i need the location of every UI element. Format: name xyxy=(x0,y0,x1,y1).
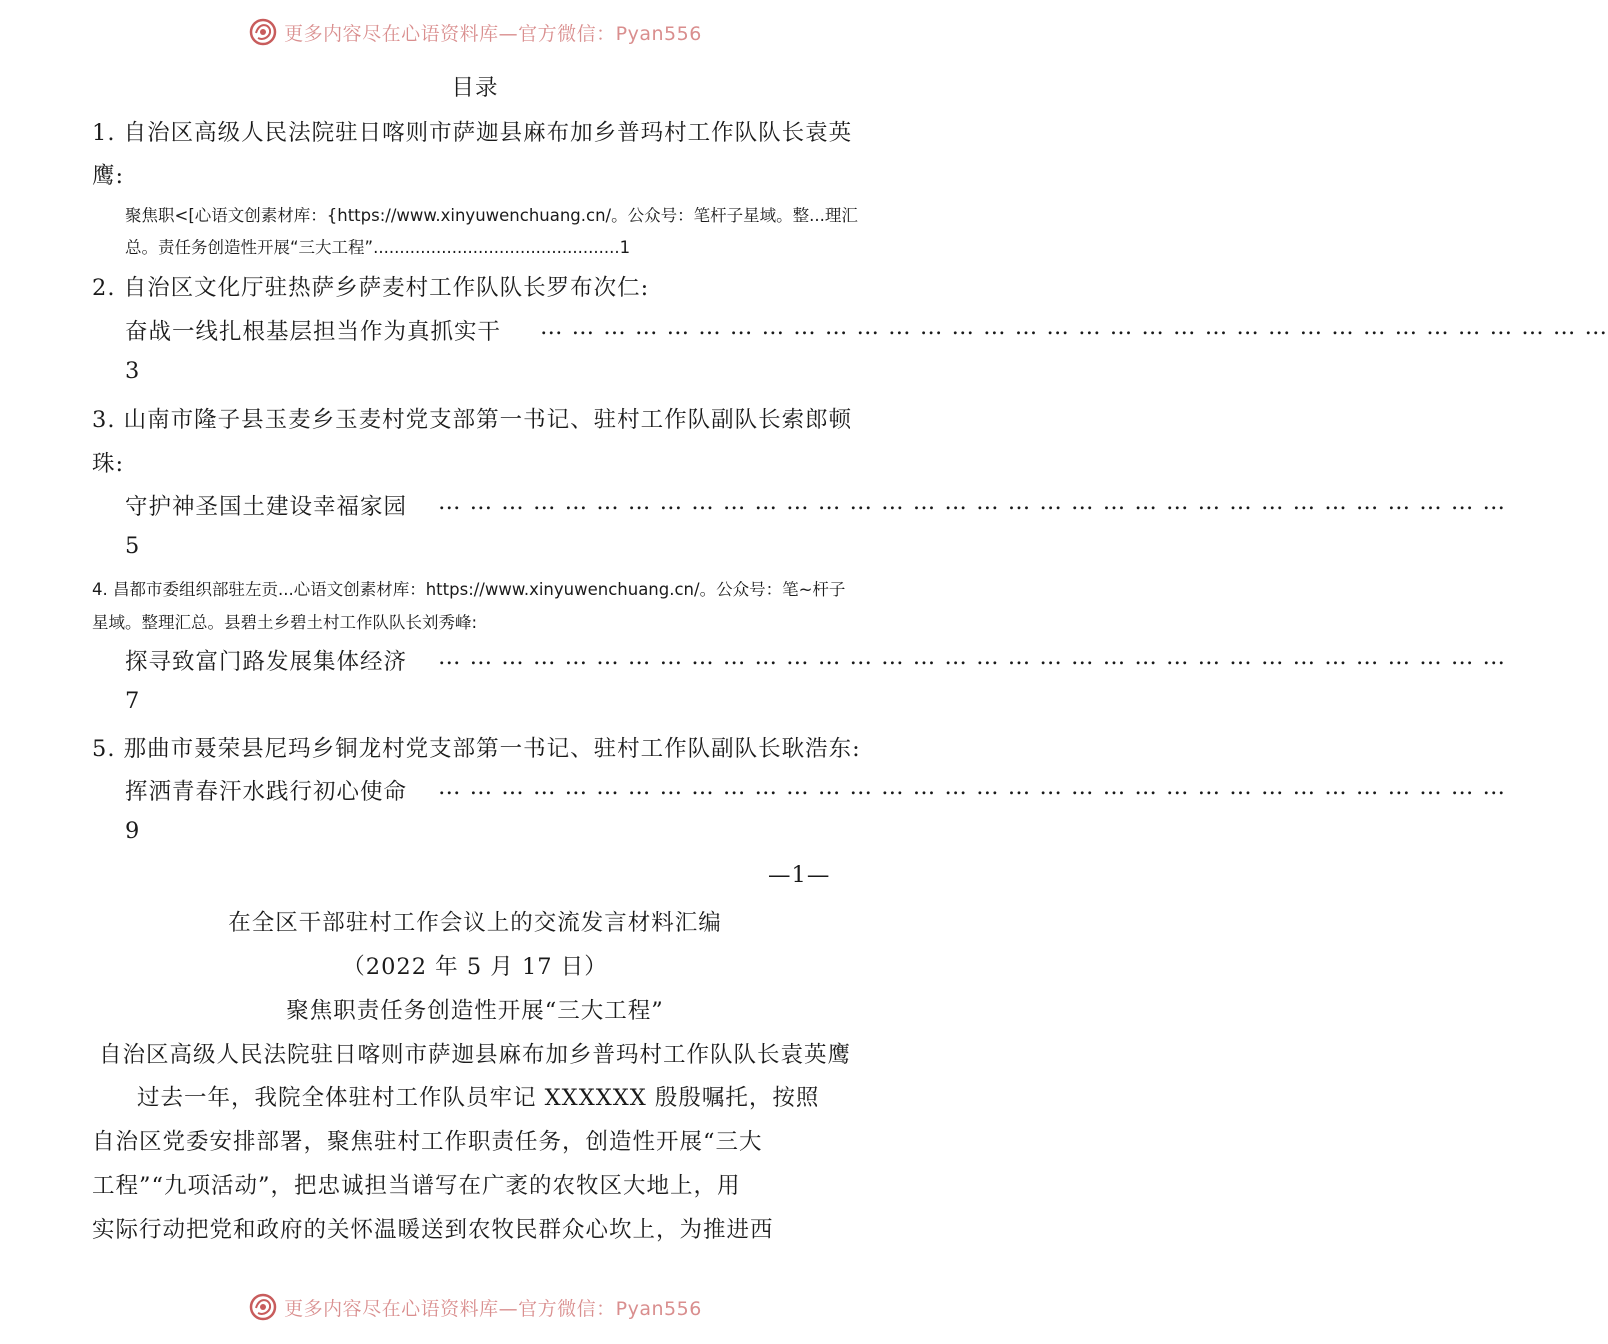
toc-item-3-entry: 守护神圣国土建设幸福家园 xyxy=(125,494,408,520)
toc-item-4-heading-line2: 星域。整理汇总。县碧土乡碧土村工作队队长刘秀峰: xyxy=(92,613,478,632)
toc-page-number: —1— xyxy=(768,862,831,888)
toc-item-4-leader: … … … … … … … … … … … … … … … … … … … … … … … … … … … … … … … … … … xyxy=(438,644,1507,670)
watermark-logo-icon xyxy=(248,17,278,47)
watermark-bottom xyxy=(0,1292,950,1322)
toc-item-3-heading: 3. 山南市隆子县玉麦乡玉麦村党支部第一书记、驻村工作队副队长索郎顿 xyxy=(92,407,853,433)
toc-item-3-leader: … … … … … … … … … … … … … … … … … … … … … … … … … … … … … … … … … … xyxy=(438,489,1507,515)
toc-item-1-heading: 1. 自治区高级人民法院驻日喀则市萨迦县麻布加乡普玛村工作队队长袁英 xyxy=(92,120,853,146)
toc-item-4-entry: 探寻致富门路发展集体经济 xyxy=(125,649,408,675)
toc-title: 目录 xyxy=(451,75,499,101)
toc-item-3-heading-cont: 珠: xyxy=(92,451,125,477)
toc-item-4-page: 7 xyxy=(125,688,141,714)
toc-item-1-entry-line2: 总。责任务创造性开展“三大工程”...............................................1 xyxy=(125,238,631,257)
body-paragraph-line: 工程”“九项活动”，把忠诚担当谱写在广袤的农牧区大地上，用 xyxy=(92,1173,741,1199)
toc-item-1-entry-line1: 聚焦职<[心语文创素材库：{https://www.xinyuwenchuang.cn/。公众号：笔杆子星域。整...理汇 xyxy=(125,206,858,225)
toc-item-2-entry: 奋战一线扎根基层担当作为真抓实干 xyxy=(125,319,502,345)
toc-item-1-heading-cont: 鹰: xyxy=(92,163,125,189)
body-paragraph-line: 实际行动把党和政府的关怀温暖送到农牧民群众心坎上，为推进西 xyxy=(92,1217,774,1243)
toc-item-3-page: 5 xyxy=(125,533,141,559)
body-paragraph-line: 过去一年，我院全体驻村工作队员牢记 XXXXXX 殷殷嘱托，按照 xyxy=(137,1085,820,1111)
watermark-logo-icon xyxy=(248,1292,278,1322)
document-title: 在全区干部驻村工作会议上的交流发言材料汇编 xyxy=(228,910,722,936)
toc-item-2-page: 3 xyxy=(125,358,141,384)
toc-item-5-entry: 挥洒青春汗水践行初心使命 xyxy=(125,779,408,805)
document-date: （2022 年 5 月 17 日） xyxy=(342,954,608,980)
toc-item-4-heading-line1: 4. 昌都市委组织部驻左贡...心语文创素材库：https://www.xinyuwenchuang.cn/。公众号：笔~杆子 xyxy=(92,580,846,599)
watermark-text: 更多内容尽在心语资料库—官方微信：Pyan556 xyxy=(284,22,702,45)
toc-item-2-heading: 2. 自治区文化厅驻热萨乡萨麦村工作队队长罗布次仁: xyxy=(92,275,650,301)
toc-item-5-heading: 5. 那曲市聂荣县尼玛乡铜龙村党支部第一书记、驻村工作队副队长耿浩东: xyxy=(92,736,861,762)
body-paragraph-line: 自治区党委安排部署，聚焦驻村工作职责任务，创造性开展“三大 xyxy=(92,1129,763,1155)
toc-item-2-leader: … … … … … … … … … … … … … … … … … … … … … … … … … … … … … … … … … … xyxy=(540,314,1608,340)
toc-item-5-page: 9 xyxy=(125,818,141,844)
speaker-line: 自治区高级人民法院驻日喀则市萨迦县麻布加乡普玛村工作队队长袁英鹰 xyxy=(98,1042,851,1068)
watermark-text: 更多内容尽在心语资料库—官方微信：Pyan556 xyxy=(284,1297,702,1320)
watermark-top xyxy=(0,17,950,47)
speech-title: 聚焦职责任务创造性开展“三大工程” xyxy=(286,998,664,1024)
toc-item-5-leader: … … … … … … … … … … … … … … … … … … … … … … … … … … … … … … … … … … xyxy=(438,774,1507,800)
